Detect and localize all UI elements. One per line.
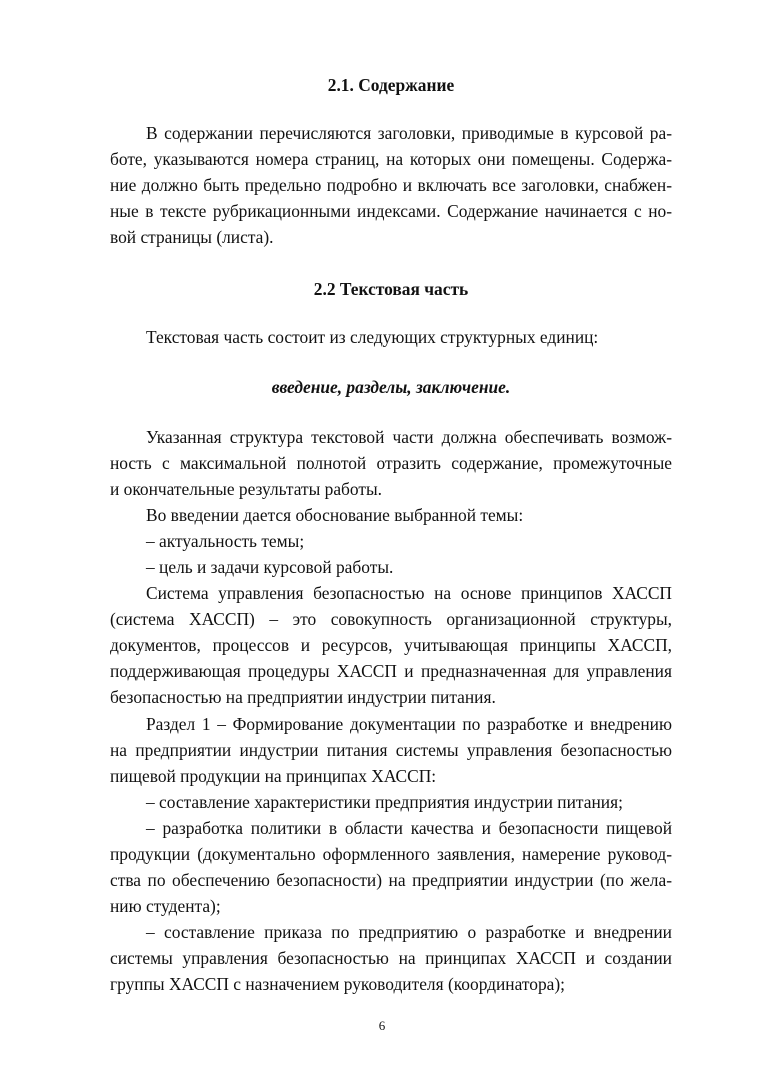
text-line: (система ХАССП) – это совокупность организационной структуры, <box>110 609 672 630</box>
text-line: – актуальность темы; <box>146 531 305 552</box>
text-line: документов, процессов и ресурсов, учитывающая принципы ХАССП, <box>110 635 672 656</box>
section-heading-contents: 2.1. Содержание <box>327 75 455 95</box>
text-line: Система управления безопасностью на основе принципов ХАССП <box>146 583 672 604</box>
paragraph <box>110 528 672 554</box>
text-line: Указанная структура текстовой части должна обеспечивать возмож- <box>146 427 672 447</box>
text-line: продукции (документально оформленного заявления, намерение руковод- <box>110 843 672 864</box>
paragraph <box>110 789 672 815</box>
paragraph <box>110 815 672 919</box>
paragraph <box>110 711 672 789</box>
paragraph-structure-intro <box>110 324 672 350</box>
text-line: ства по обеспечению безопасности) на предприятии индустрии (по жела- <box>110 869 672 890</box>
section-heading-text-part: 2.2 Текстовая часть <box>313 279 469 299</box>
paragraph <box>110 554 672 580</box>
text-line: Во введении дается обоснование выбранной темы: <box>146 505 524 526</box>
text-line: – цель и задачи курсовой работы. <box>146 557 394 578</box>
text-line: нию студента); <box>110 895 221 916</box>
paragraph <box>110 919 672 997</box>
text-line: на предприятии индустрии питания системы управления безопасностью <box>110 739 672 760</box>
text-line: пищевой продукции на принципах ХАССП: <box>110 765 437 786</box>
emphasized-structure-list: введение, разделы, заключение. <box>271 377 511 397</box>
paragraph <box>110 502 672 528</box>
text-line: ние должно быть предельно подробно и включать все заголовки, снабжен- <box>110 175 672 196</box>
text-line: – составление характеристики предприятия индустрии питания; <box>146 791 623 812</box>
body-text <box>110 424 672 997</box>
page-number: 6 <box>378 1018 386 1033</box>
text-line: группы ХАССП с назначением руководителя (координатора); <box>110 973 565 994</box>
text-line: вой страницы (листа). <box>110 227 274 248</box>
paragraph <box>110 580 672 710</box>
text-line: – составление приказа по предприятию о разработке и внедрении <box>146 921 672 942</box>
text-line: ность с максимальной полнотой отразить содержание, промежуточные <box>110 453 672 474</box>
text-line: В содержании перечисляются заголовки, приводимые в курсовой ра- <box>146 123 672 143</box>
text-line: – разработка политики в области качества и безопасности пищевой <box>146 817 672 838</box>
paragraph-contents <box>110 120 672 250</box>
text-line: и окончательные результаты работы. <box>110 479 382 500</box>
text-line: Текстовая часть состоит из следующих структурных единиц: <box>146 327 599 347</box>
text-line: безопасностью на предприятии индустрии питания. <box>110 687 496 708</box>
text-line: ные в тексте рубрикационными индексами. Содержание начинается с но- <box>110 201 672 222</box>
text-line: системы управления безопасностью на принципах ХАССП и создании <box>110 947 672 968</box>
text-line: Раздел 1 – Формирование документации по разработке и внедрению <box>146 713 672 734</box>
paragraph <box>110 424 672 502</box>
text-line: поддерживающая процедуры ХАССП и предназначенная для управления <box>110 661 672 682</box>
text-line: боте, указываются номера страниц, на которых они помещены. Содержа- <box>110 149 672 170</box>
